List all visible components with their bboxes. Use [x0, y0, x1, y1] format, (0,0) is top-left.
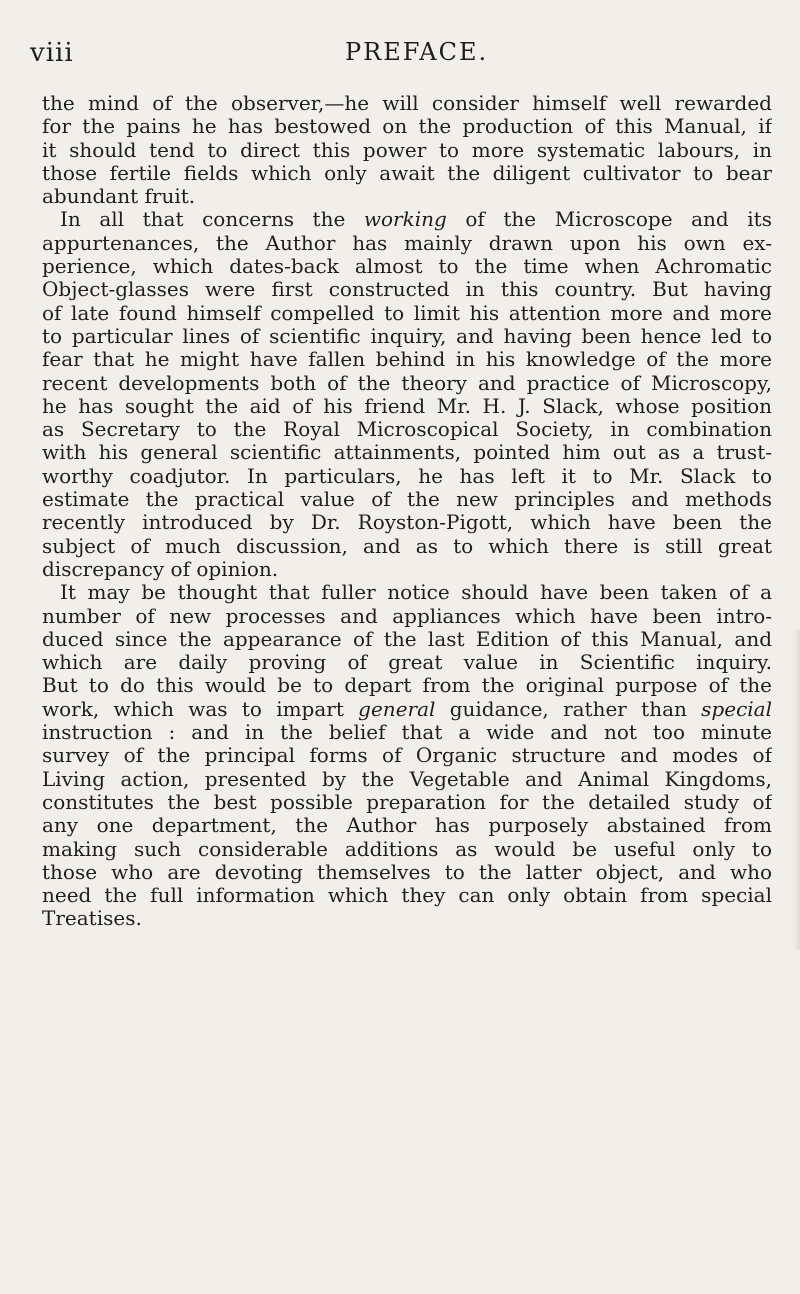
text-line: with his general scientific attainments, pointed him out as a trust-	[42, 441, 772, 465]
text-line: of late found himself compelled to limit his attention more and more	[42, 301, 772, 325]
text-line: the mind of the observer,—he will consider himself well rewarded	[42, 92, 772, 115]
text-line: as Secretary to the Royal Microscopical Society, in combination	[42, 418, 772, 442]
text-line: number of new processes and appliances which have been intro-	[42, 604, 772, 628]
text-line: survey of the principal forms of Organic structure and modes of	[42, 744, 772, 768]
text-line: he has sought the aid of his friend Mr. H. J. Slack, whose position	[42, 394, 772, 418]
text-line: recent developments both of the theory and practice of Microscopy,	[42, 371, 772, 395]
text-line: duced since the appearance of the last Edition of this Manual, and	[42, 627, 772, 651]
text-line: for the pains he has bestowed on the production of this Manual, if	[42, 115, 772, 139]
body-text	[42, 92, 772, 931]
text-line: But to do this would be to depart from the original purpose of the	[42, 674, 772, 698]
text-line: Treatises.	[42, 907, 142, 931]
text-line: constitutes the best possible preparation for the detailed study of	[42, 790, 772, 814]
text-line: worthy coadjutor. In particulars, he has left it to Mr. Slack to	[42, 464, 772, 488]
text-line: abundant fruit.	[42, 185, 196, 209]
text-line: those fertile fields which only await the diligent cultivator to bear	[42, 161, 772, 185]
page-edge-shadow	[794, 630, 800, 950]
text-line: need the full information which they can only obtain from special	[42, 884, 772, 908]
text-line: those who are devoting themselves to the latter object, and who	[42, 860, 772, 884]
text-line: any one department, the Author has purposely abstained from	[42, 814, 772, 838]
running-head: PREFACE.	[345, 38, 489, 66]
text-line: to particular lines of scientific inquiry, and having been hence led to	[42, 324, 772, 348]
text-line: Object-glasses were first constructed in this country. But having	[42, 278, 772, 302]
page-number: viii	[30, 38, 74, 68]
text-line: discrepancy of opinion.	[42, 557, 279, 581]
text-line: It may be thought that fuller notice should have been taken of a	[60, 581, 772, 605]
text-line: fear that he might have fallen behind in his knowledge of the more	[42, 348, 772, 372]
text-line: perience, which dates-back almost to the time when Achromatic	[42, 255, 772, 279]
text-line: estimate the practical value of the new principles and methods	[42, 488, 772, 512]
text-line: which are daily proving of great value in Scientific inquiry.	[42, 651, 772, 675]
text-line: In all that concerns the working of the Microscope and its	[60, 208, 772, 232]
text-line: it should tend to direct this power to more systematic labours, in	[42, 138, 772, 162]
text-line: work, which was to impart general guidance, rather than special	[42, 697, 772, 721]
text-line: recently introduced by Dr. Royston-Pigott, which have been the	[42, 511, 772, 535]
text-line: making such considerable additions as would be useful only to	[42, 837, 772, 861]
text-line: appurtenances, the Author has mainly drawn upon his own ex-	[42, 231, 772, 255]
text-line: instruction : and in the belief that a wide and not too minute	[42, 721, 772, 745]
text-line: subject of much discussion, and as to which there is still great	[42, 534, 772, 558]
page-header	[0, 0, 800, 80]
text-line: Living action, presented by the Vegetable and Animal Kingdoms,	[42, 767, 772, 791]
